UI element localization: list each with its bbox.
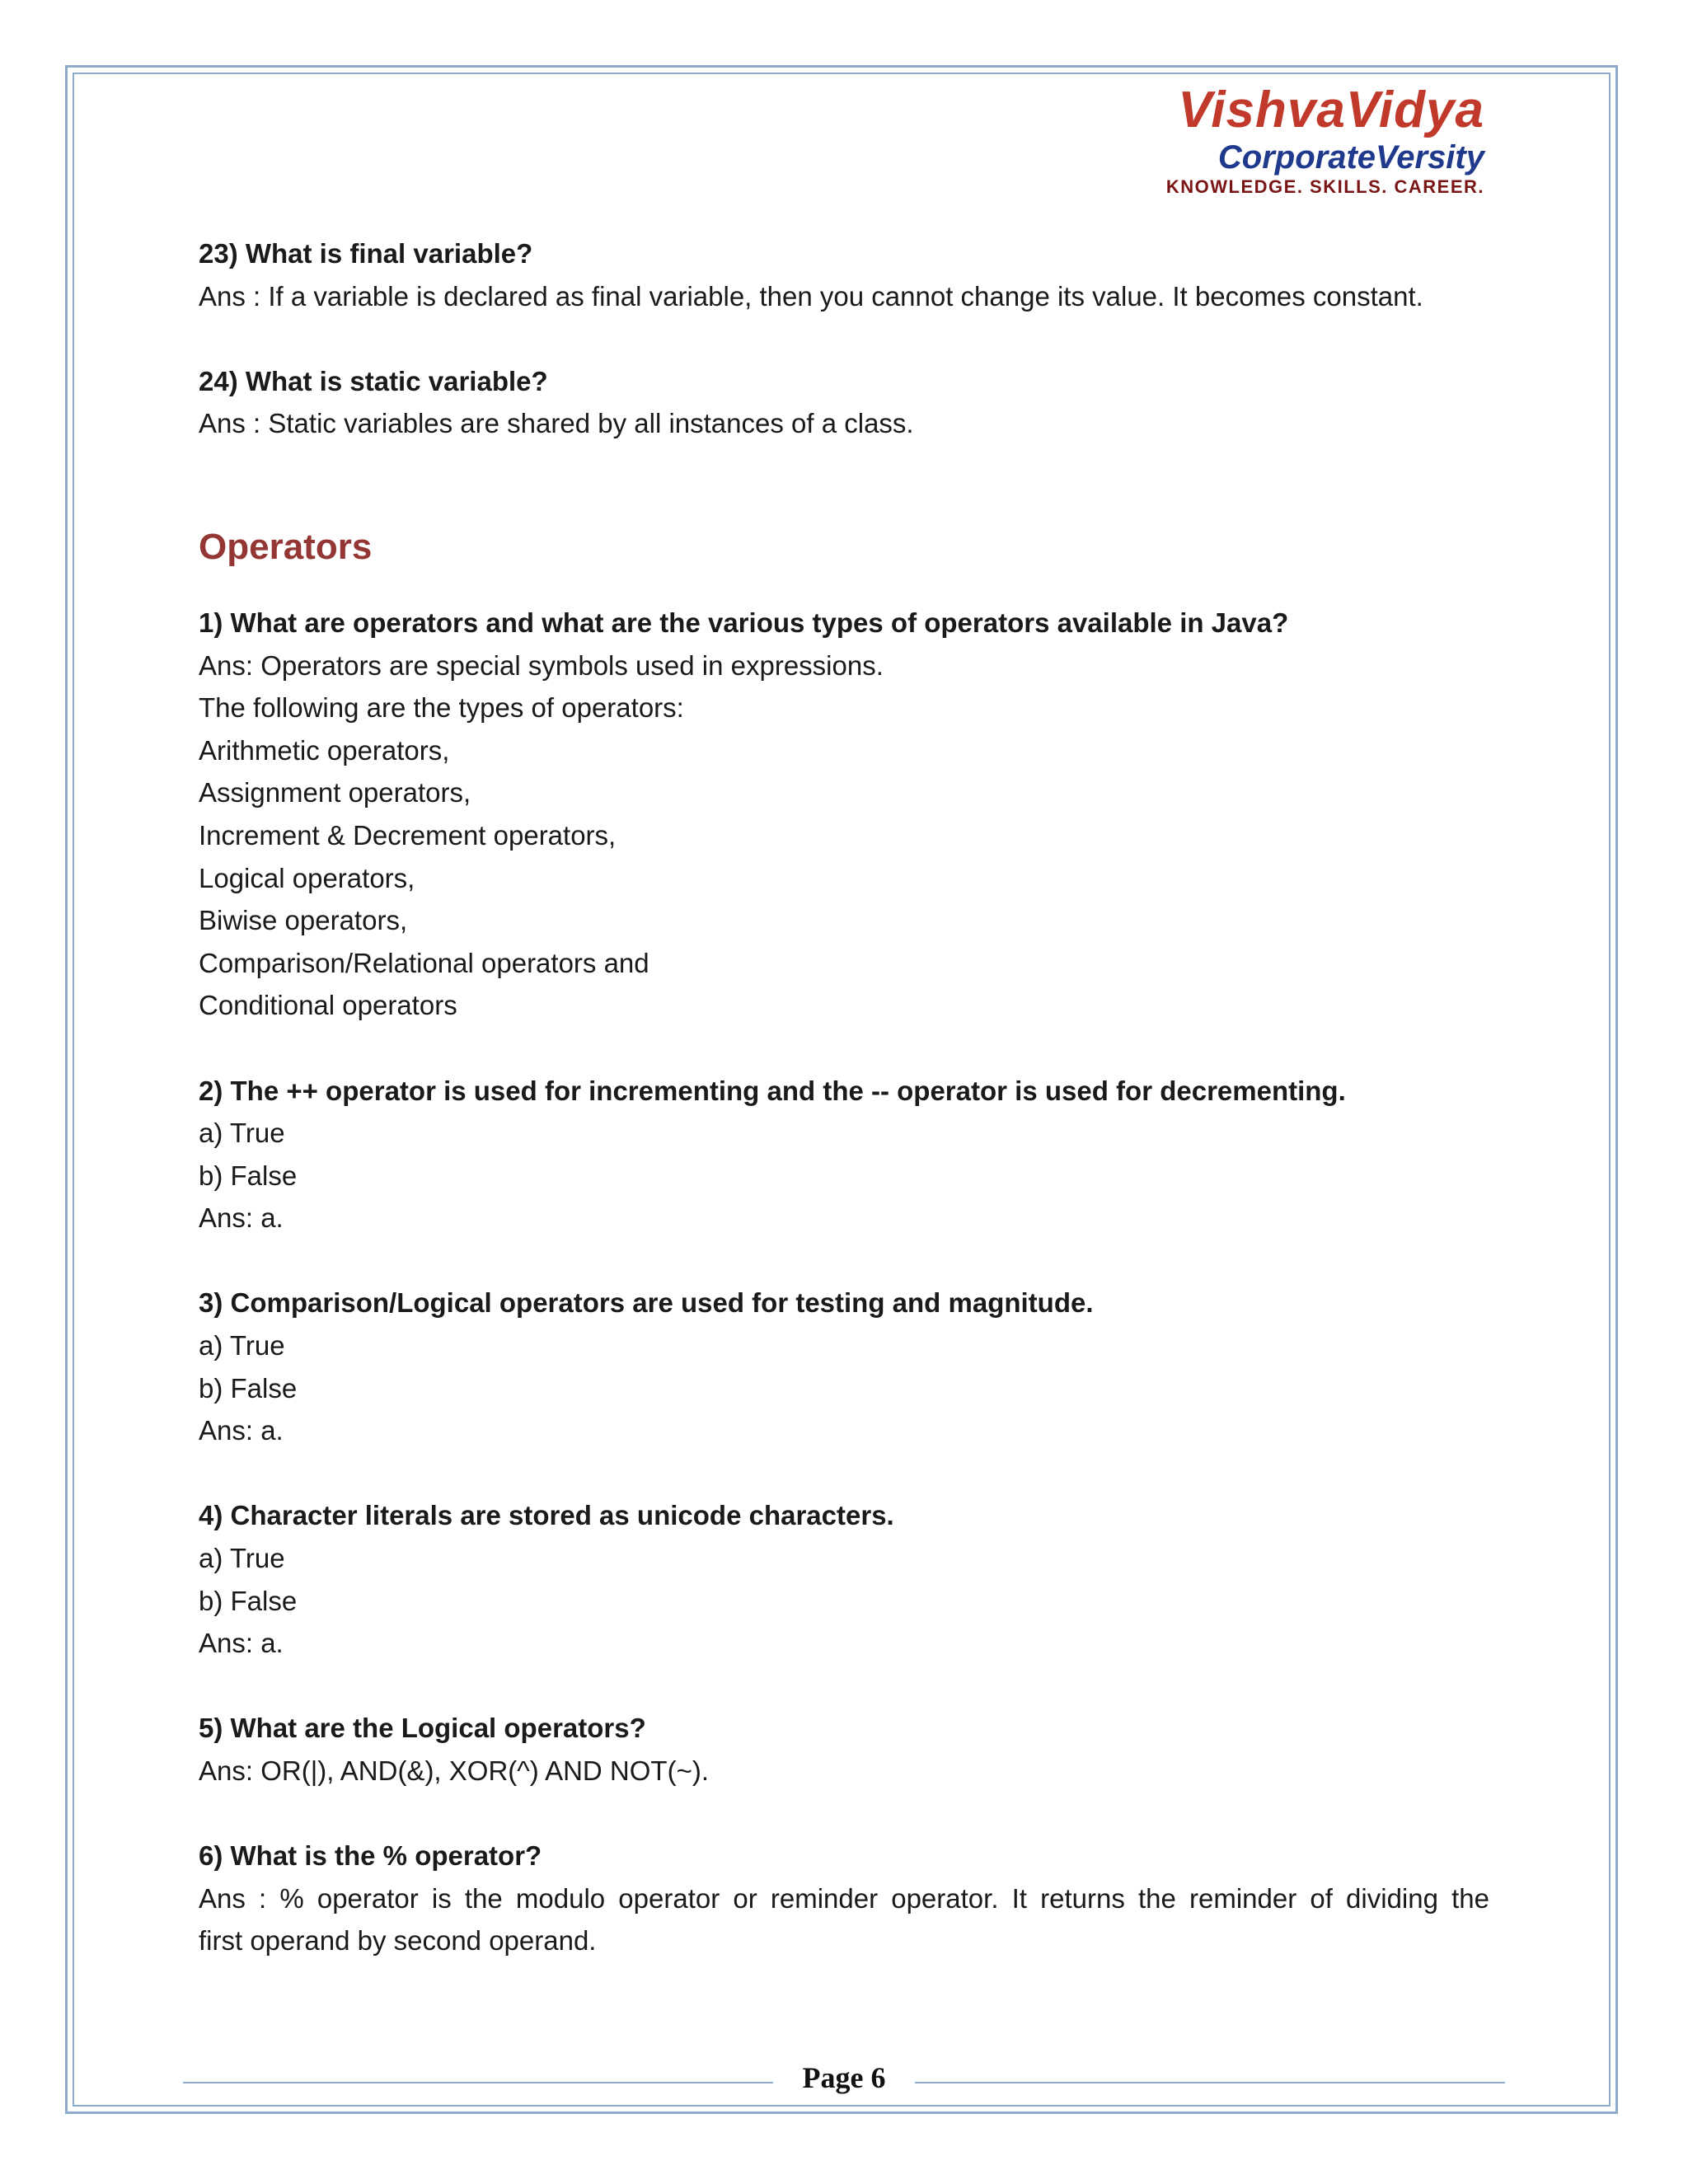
answer-line: Logical operators,	[199, 862, 415, 893]
footer-rule-left	[183, 2082, 773, 2083]
question-heading: 24) What is static variable?	[199, 365, 548, 396]
option-line: a) True	[199, 1543, 285, 1574]
answer-line: Ans: OR(|), AND(&), XOR(^) AND NOT(~).	[199, 1755, 710, 1786]
answer-line: Ans: Operators are special symbols used in expressions.	[199, 649, 884, 681]
logo-title: VishvaVidya	[1178, 82, 1484, 138]
option-line: b) False	[199, 1585, 298, 1616]
answer-line: Biwise operators,	[199, 905, 408, 936]
page-footer	[183, 2052, 1505, 2102]
question-heading: 6) What is the % operator?	[199, 1840, 542, 1872]
answer-line: Ans : % operator is the modulo operator or reminder operator. It returns the reminder of dividing the	[199, 1882, 1489, 1914]
question-heading: 5) What are the Logical operators?	[199, 1713, 646, 1744]
answer-text: Ans : Static variables are shared by all instances of a class.	[199, 408, 914, 439]
answer-line: Increment & Decrement operators,	[199, 819, 617, 851]
option-line: b) False	[199, 1372, 298, 1404]
footer-rule-right	[915, 2082, 1505, 2083]
section-title: Operators	[199, 526, 373, 567]
answer-line: Ans: a.	[199, 1202, 284, 1234]
answer-line: The following are the types of operators:	[199, 692, 684, 724]
answer-text: Ans : If a variable is declared as final variable, then you cannot change its value. It becomes constant.	[199, 280, 1423, 312]
option-line: b) False	[199, 1160, 298, 1191]
brand-logo	[1166, 81, 1484, 199]
answer-line: Ans: a.	[199, 1415, 284, 1446]
answer-line: Ans: a.	[199, 1628, 284, 1659]
option-line: a) True	[199, 1330, 285, 1361]
page-content	[199, 232, 1489, 1962]
answer-line: first operand by second operand.	[199, 1925, 597, 1957]
question-heading: 1) What are operators and what are the various types of operators available in Java?	[199, 607, 1289, 638]
question-heading: 4) Character literals are stored as unicode characters.	[199, 1500, 894, 1531]
option-line: a) True	[199, 1118, 285, 1149]
answer-line: Comparison/Relational operators and	[199, 947, 649, 978]
answer-line: Conditional operators	[199, 990, 457, 1021]
logo-subtitle: CorporateVersity	[1217, 139, 1484, 176]
page-number: Page 6	[802, 2061, 886, 2094]
answer-line: Arithmetic operators,	[199, 734, 450, 766]
logo-tagline: KNOWLEDGE. SKILLS. CAREER.	[1165, 176, 1484, 197]
answer-line: Assignment operators,	[199, 777, 471, 808]
question-heading: 3) Comparison/Logical operators are used for testing and magnitude.	[199, 1287, 1094, 1319]
question-heading: 2) The ++ operator is used for incrementing and the -- operator is used for decrementing.	[199, 1075, 1346, 1106]
question-heading: 23) What is final variable?	[199, 238, 533, 269]
